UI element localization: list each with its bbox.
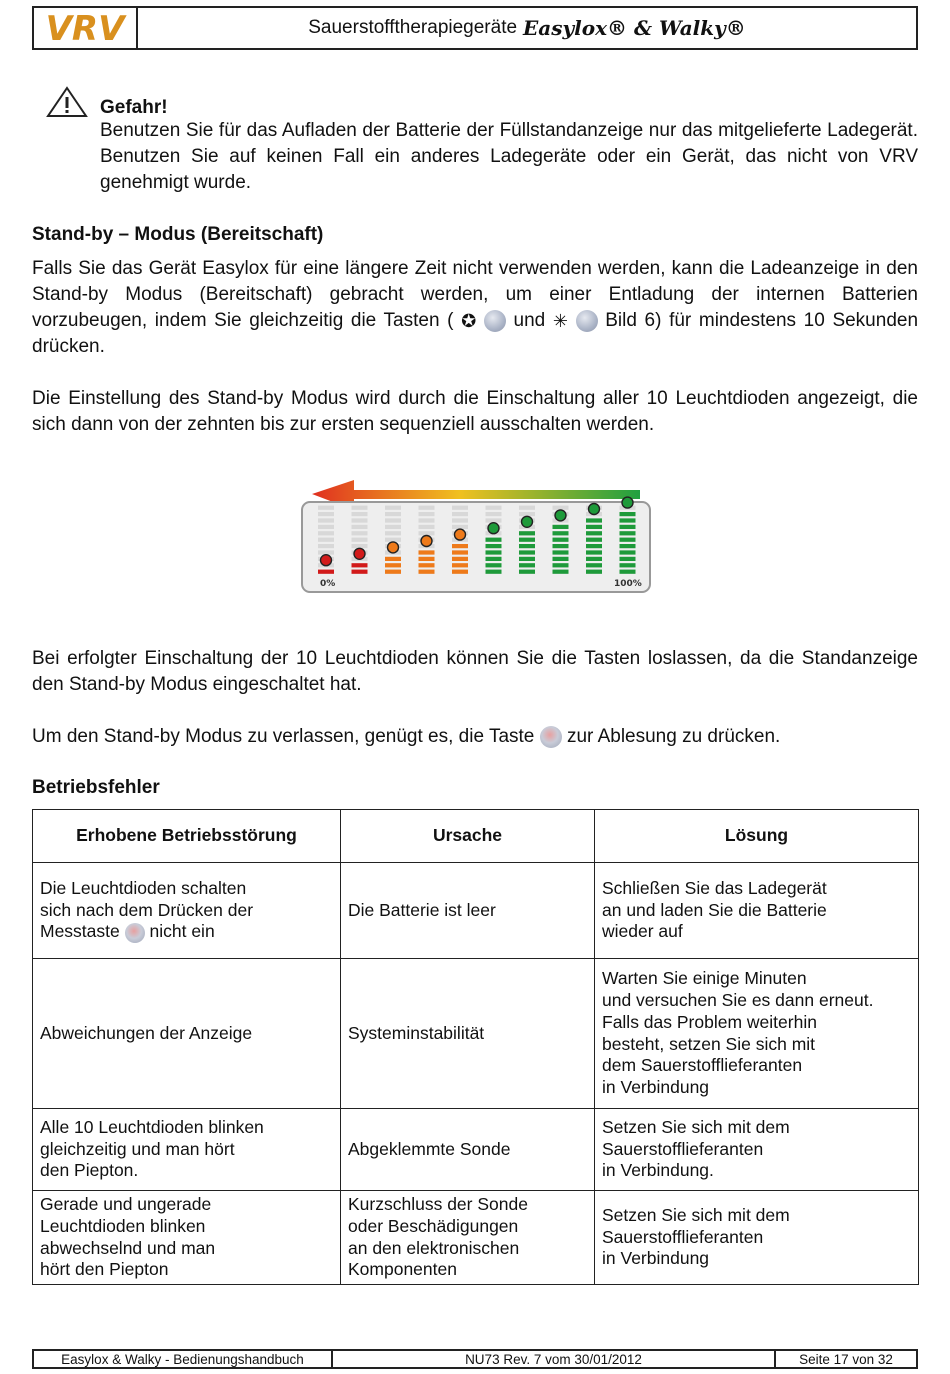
svg-text:VRV: VRV <box>45 10 125 46</box>
led-segment <box>486 563 502 567</box>
led-segment <box>586 531 602 535</box>
header-title <box>138 8 916 48</box>
led-segment <box>519 550 535 554</box>
footer-revision: NU73 Rev. 7 vom 30/01/2012 <box>333 1351 776 1367</box>
led-segment <box>452 557 468 561</box>
cause-cell: Kurzschluss der Sonde oder Beschädigungen an den elektronischen Komponenten <box>341 1191 595 1285</box>
led-segment <box>620 525 636 529</box>
led-segment <box>586 525 602 529</box>
led-segment <box>419 557 435 561</box>
led-segment <box>553 570 569 574</box>
led-column <box>553 506 569 574</box>
led-dot <box>388 542 399 553</box>
led-column <box>318 506 334 574</box>
warning-icon <box>46 86 88 118</box>
solution-cell: Setzen Sie sich mit dem Sauerstofflieferanten in Verbindung. <box>595 1109 919 1191</box>
column-header: Lösung <box>595 810 919 863</box>
led-segment <box>586 518 602 522</box>
gauge-label-min: 0% <box>320 579 336 589</box>
vrv-logo <box>34 8 138 48</box>
led-segment <box>519 563 535 567</box>
led-segment <box>519 557 535 561</box>
led-dot <box>455 529 466 540</box>
led-segment <box>419 570 435 574</box>
cause-cell: Die Batterie ist leer <box>341 863 595 959</box>
led-segment <box>519 544 535 548</box>
led-segment <box>318 570 334 574</box>
solution-cell: Warten Sie einige Minuten und versuchen Sie es dann erneut. Falls das Problem weiterhin besteht, setzen Sie sich mit dem Sauerstofflieferanten in Verbindung <box>595 959 919 1109</box>
table-row <box>33 959 919 1109</box>
led-segment <box>452 544 468 548</box>
led-segment <box>385 563 401 567</box>
warning-title: Gefahr! <box>100 97 168 118</box>
led-segment <box>352 563 368 567</box>
led-segment <box>586 570 602 574</box>
column-header: Ursache <box>341 810 595 863</box>
led-segment <box>553 563 569 567</box>
led-dot <box>622 497 633 508</box>
cause-cell: Systeminstabilität <box>341 959 595 1109</box>
led-column <box>452 506 468 574</box>
led-segment <box>419 550 435 554</box>
led-dot <box>522 516 533 527</box>
led-segment <box>385 570 401 574</box>
table-row <box>33 863 919 959</box>
cause-cell: Abgeklemmte Sonde <box>341 1109 595 1191</box>
led-segment <box>620 512 636 516</box>
warning-text: Benutzen Sie für das Aufladen der Batterie der Füllstandanzeige nur das mitgelieferte Ladegerät. Benutzen Sie auf keinen Fall ein anderes Ladegeräte oder ein Gerät, das nicht von VRV genehmigt wurde. <box>100 120 918 193</box>
page-header <box>32 6 918 50</box>
column-header: Erhobene Betriebsstörung <box>33 810 341 863</box>
header-title-plain: Sauerstofftherapiegeräte <box>308 17 518 38</box>
led-segment <box>486 570 502 574</box>
power-button-icon <box>576 310 598 332</box>
table-row <box>33 1109 919 1191</box>
standby-heading: Stand-by – Modus (Bereitschaft) <box>32 224 324 245</box>
led-segment <box>519 531 535 535</box>
led-segment <box>385 557 401 561</box>
issue-cell: Gerade und ungerade Leuchtdioden blinken abwechselnd und man hört den Piepton <box>33 1191 341 1285</box>
led-dot <box>421 536 432 547</box>
footer-page-number: Seite 17 von 32 <box>799 1351 893 1367</box>
led-segment <box>553 544 569 548</box>
led-segment <box>620 557 636 561</box>
standby-paragraph-2: Die Einstellung des Stand-by Modus wird durch die Einschaltung aller 10 Leuchtdioden angezeigt, die sich dann von der zehnten bis zur ersten sequenziell ausschalten werden. <box>32 388 918 435</box>
measure-button-icon <box>540 726 562 748</box>
led-segment <box>586 538 602 542</box>
led-column <box>352 506 368 574</box>
led-segment <box>553 550 569 554</box>
standby-paragraph-3: Bei erfolgter Einschaltung der 10 Leuchtdioden können Sie die Tasten loslassen, da die Standanzeige den Stand-by Modus eingeschaltet hat. <box>32 648 918 695</box>
led-segment <box>620 570 636 574</box>
led-segment <box>620 531 636 535</box>
issue-cell: Abweichungen der Anzeige <box>33 959 341 1109</box>
led-dot <box>321 555 332 566</box>
led-segment <box>486 544 502 548</box>
measure-button-icon <box>125 923 145 943</box>
sound-button-icon <box>484 310 506 332</box>
led-segment <box>586 557 602 561</box>
led-segment <box>452 570 468 574</box>
gauge-label-max: 100% <box>614 579 642 589</box>
led-segment <box>419 563 435 567</box>
led-segment <box>586 550 602 554</box>
header-title-script: Easylox® & Walky® <box>523 16 746 40</box>
page-footer <box>32 1349 918 1369</box>
footer-manual-title: Easylox & Walky - Bedienungshandbuch <box>34 1351 333 1367</box>
led-segment <box>486 557 502 561</box>
battery-level-gauge <box>298 474 654 598</box>
standby-paragraph-4: Um den Stand-by Modus zu verlassen, genügt es, die Taste zur Ablesung zu drücken. <box>32 726 781 747</box>
led-segment <box>553 531 569 535</box>
led-column <box>519 506 535 574</box>
asterisk-icon: ✳ <box>552 311 568 331</box>
issue-cell: Alle 10 Leuchtdioden blinken gleichzeitig und man hört den Piepton. <box>33 1109 341 1191</box>
led-segment <box>452 563 468 567</box>
errors-table <box>32 809 919 1285</box>
standby-paragraph-1: Falls Sie das Gerät Easylox für eine längere Zeit nicht verwenden werden, kann die Ladeanzeige in den Stand-by Modus (Bereitschaft) gebracht werden, um einer Entladung der internen Batterien vorzubeugen, indem Sie gleichzeitig die Tasten ( ✪ und ✳ Bild 6) für mindestens 10 Sekunden drücken. <box>32 258 919 358</box>
solution-cell: Schließen Sie das Ladegerät an und laden Sie die Batterie wieder auf <box>595 863 919 959</box>
led-column <box>385 506 401 574</box>
solution-cell: Setzen Sie sich mit dem Sauerstofflieferanten in Verbindung <box>595 1191 919 1285</box>
table-row <box>33 1191 919 1285</box>
led-segment <box>620 563 636 567</box>
led-segment <box>553 525 569 529</box>
settings-icon: ✪ <box>461 311 477 331</box>
led-segment <box>519 570 535 574</box>
led-dot <box>354 548 365 559</box>
led-segment <box>553 538 569 542</box>
led-column <box>419 506 435 574</box>
led-segment <box>352 570 368 574</box>
led-segment <box>620 544 636 548</box>
led-dot <box>589 504 600 515</box>
issue-cell: Die Leuchtdioden schalten sich nach dem Drücken der Messtaste nicht ein <box>33 863 341 959</box>
errors-heading: Betriebsfehler <box>32 777 160 798</box>
led-column <box>486 506 502 574</box>
led-segment <box>452 550 468 554</box>
led-segment <box>586 563 602 567</box>
led-segment <box>553 557 569 561</box>
led-segment <box>620 550 636 554</box>
led-column <box>586 504 602 574</box>
led-dot <box>488 523 499 534</box>
led-segment <box>620 518 636 522</box>
led-dot <box>555 510 566 521</box>
led-segment <box>486 550 502 554</box>
led-segment <box>486 538 502 542</box>
led-segment <box>586 544 602 548</box>
led-segment <box>620 538 636 542</box>
led-segment <box>519 538 535 542</box>
